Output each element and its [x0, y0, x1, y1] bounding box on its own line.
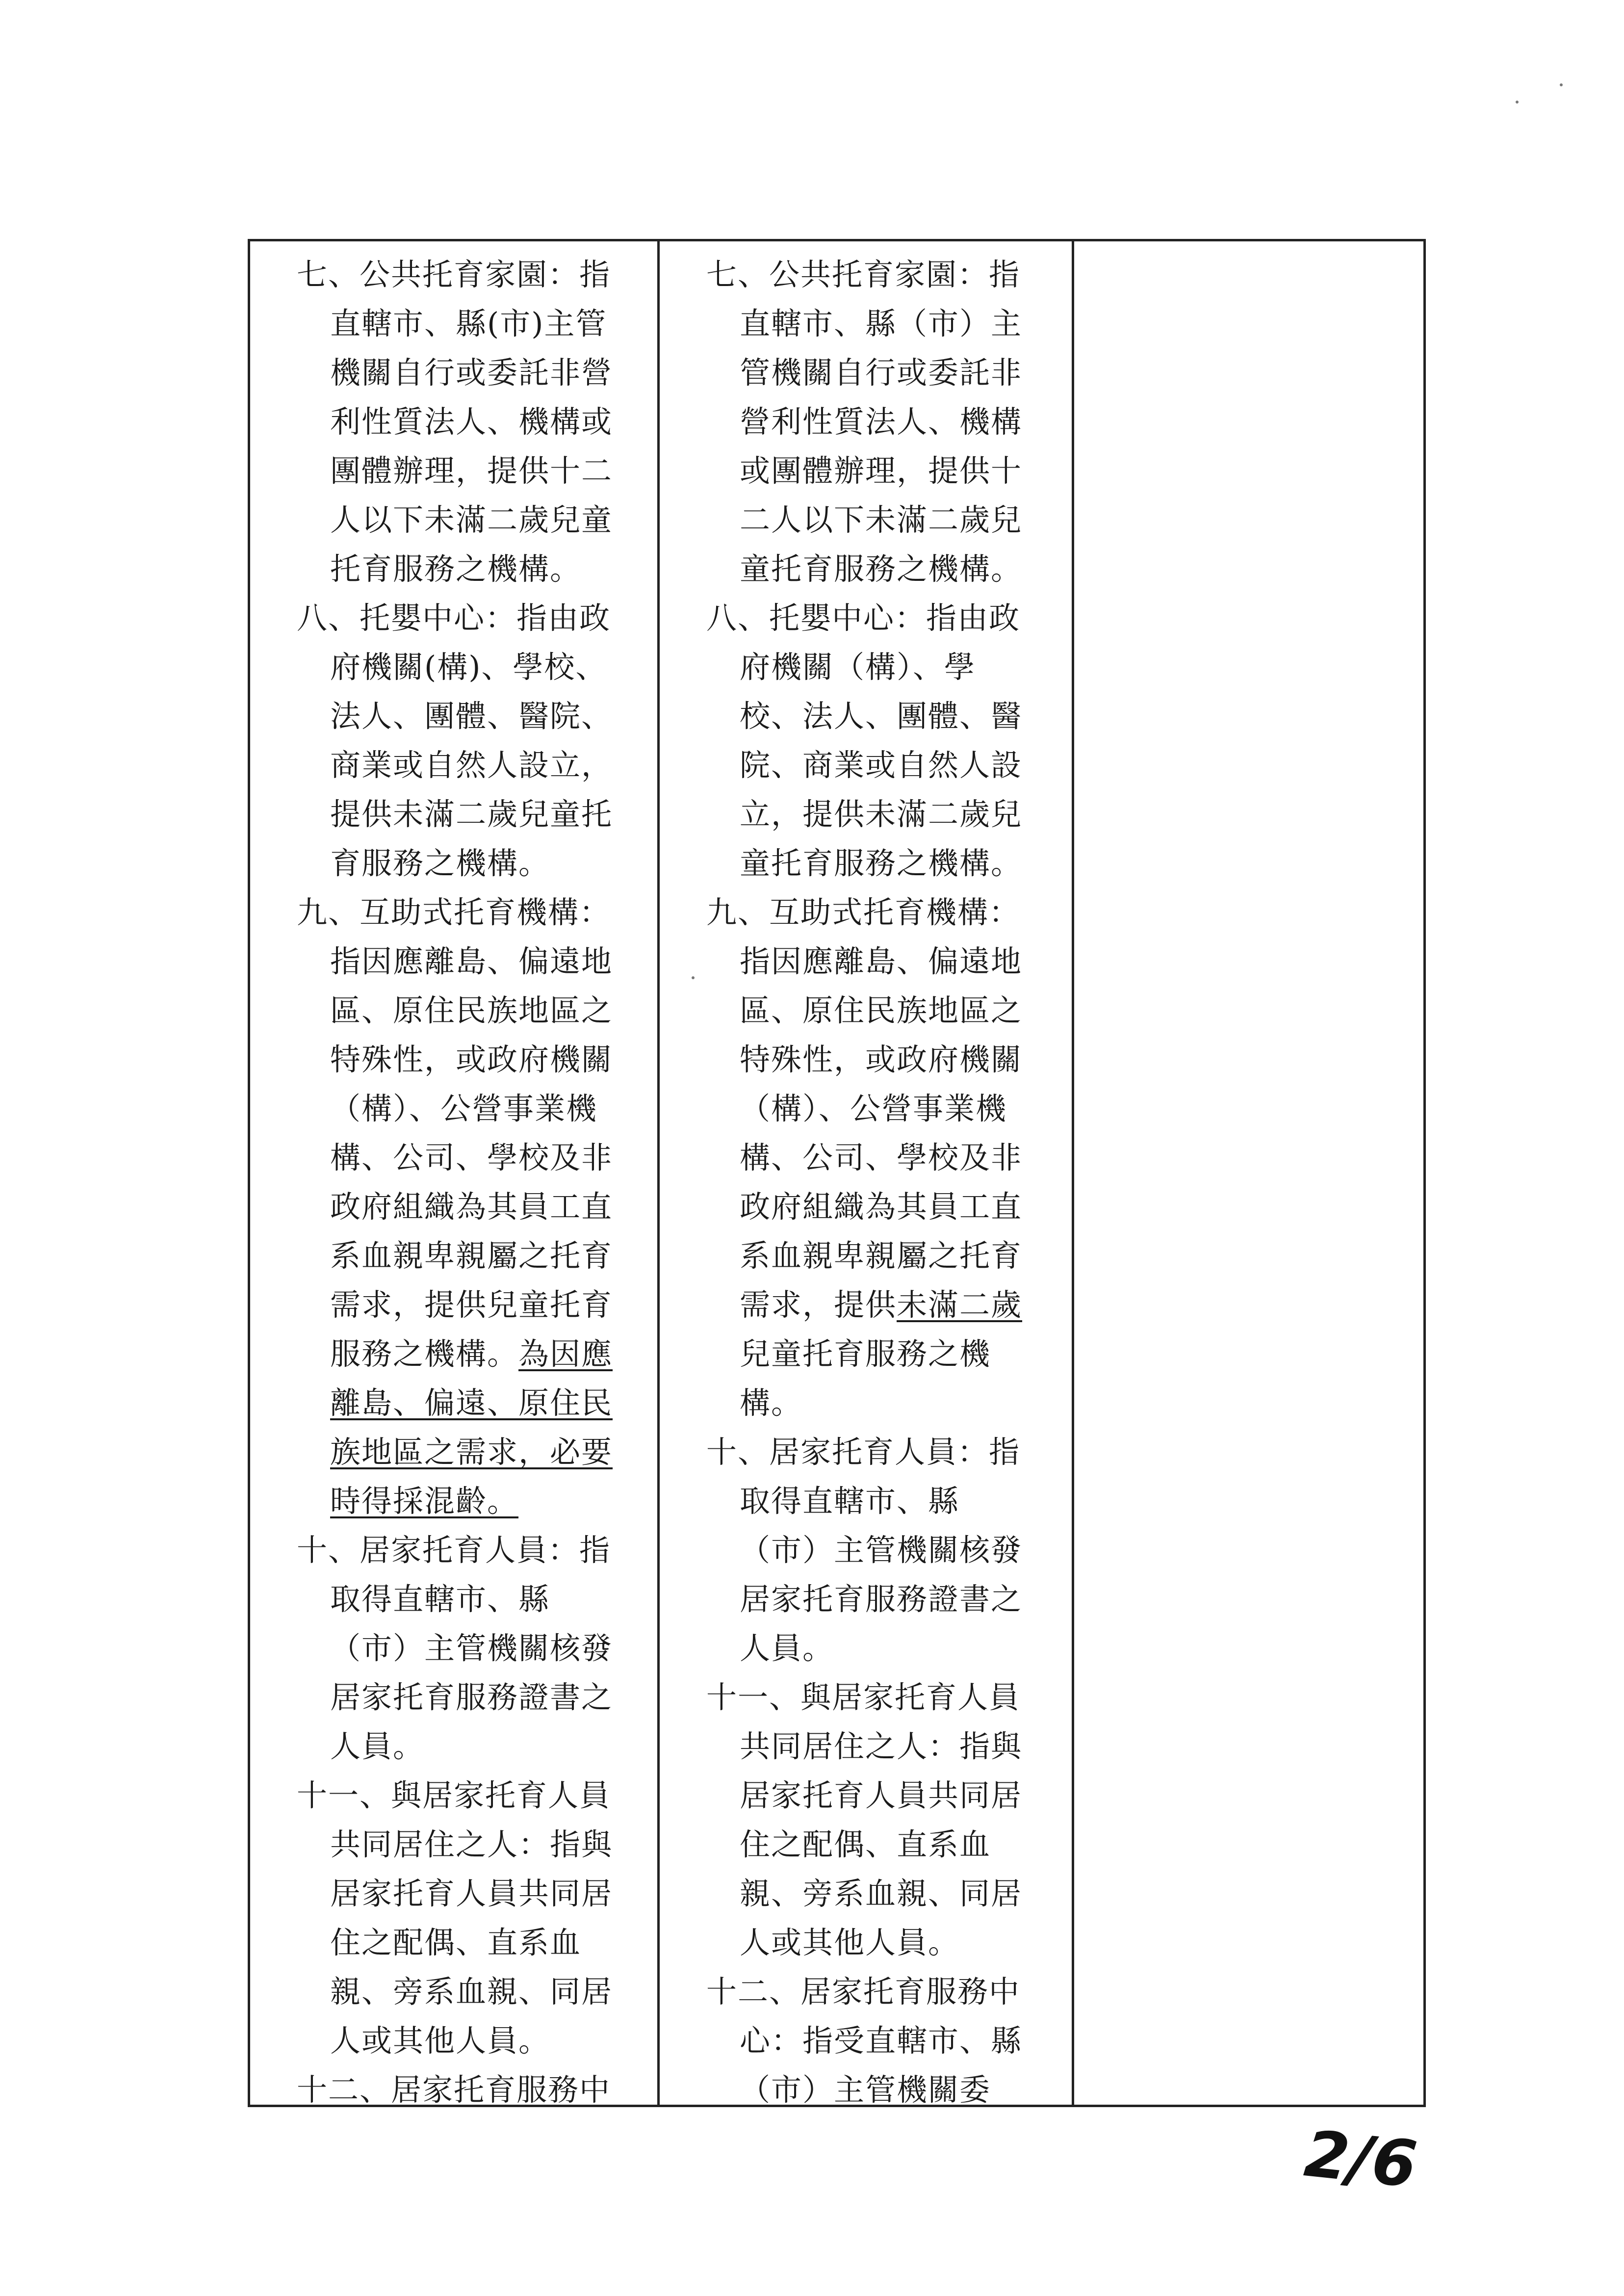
mid-item-9-text: 九、互助式托育機構：指因應離島、偏遠地區、原住民族地區之特殊性，或政府機關（構）、公營事業機構、公司、學校及非政府組織為其員工直系血親卑親屬之托育需求，提供 — [706, 894, 1023, 1323]
left-item-12: 十二、居家托育服務中 — [297, 2072, 611, 2108]
mid-item-9-amendment: 未滿二歲 — [897, 1287, 1023, 1323]
mid-item-12: 十二、居家托育服務中心：指受直轄市、縣（市）主管機關委 — [706, 1974, 1023, 2108]
left-item-11: 十一、與居家托育人員共同居住之人：指與居家托育人員共同居住之配偶、直系血親、旁系血親、同居人或其他人員。 — [297, 1777, 613, 2059]
scan-speck — [1560, 83, 1563, 86]
left-item-9-text: 九、互助式托育機構：指因應離島、偏遠地區、原住民族地區之特殊性，或政府機關（構）、公營事業機構、公司、學校及非政府組織為其員工直系血親卑親屬之托育需求，提供兒童托育服務之機構。 — [297, 894, 613, 1372]
comparison-table — [248, 239, 1426, 2107]
left-item-8: 八、托嬰中心：指由政府機關(構)、學校、法人、團體、醫院、商業或自然人設立，提供未滿二歲兒童托育服務之機構。 — [297, 600, 613, 881]
scan-speck — [692, 976, 695, 979]
mid-item-9 — [706, 888, 1030, 1428]
mid-item-8: 八、托嬰中心：指由政府機關（構）、學校、法人、團體、醫院、商業或自然人設立，提供未滿二歲兒童托育服務之機構。 — [706, 600, 1023, 881]
mid-item-11: 十一、與居家托育人員共同居住之人：指與居家托育人員共同居住之配偶、直系血親、旁系血親、同居人或其他人員。 — [706, 1679, 1023, 1960]
current-text-column — [659, 240, 1073, 2106]
table-row — [249, 240, 1425, 2106]
mid-item-10: 十、居家托育人員：指取得直轄市、縣（市）主管機關核發居家托育服務證書之人員。 — [706, 1434, 1023, 1666]
left-item-9-amendment: 為因應離島、偏遠、原住民族地區之需求，必要時得採混齡。 — [330, 1336, 613, 1519]
handwritten-page-number: 2/6 — [1301, 2116, 1420, 2202]
mid-item-9-tail: 兒童托育服務之機構。 — [740, 1336, 991, 1421]
mid-item-7: 七、公共托育家園：指直轄市、縣（市）主管機關自行或委託非營利性質法人、機構或團體辦理，提供十二人以下未滿二歲兒童托育服務之機構。 — [706, 257, 1023, 587]
explanation-column — [1073, 240, 1425, 2106]
left-item-10: 十、居家托育人員：指取得直轄市、縣（市）主管機關核發居家托育服務證書之人員。 — [297, 1532, 613, 1764]
left-item-9 — [297, 888, 620, 1526]
left-item-7: 七、公共托育家園：指直轄市、縣(市)主管機關自行或委託非營利性質法人、機構或團體辦理，提供十二人以下未滿二歲兒童托育服務之機構。 — [297, 257, 613, 587]
scan-speck — [1516, 101, 1519, 104]
amended-text-column — [249, 240, 659, 2106]
